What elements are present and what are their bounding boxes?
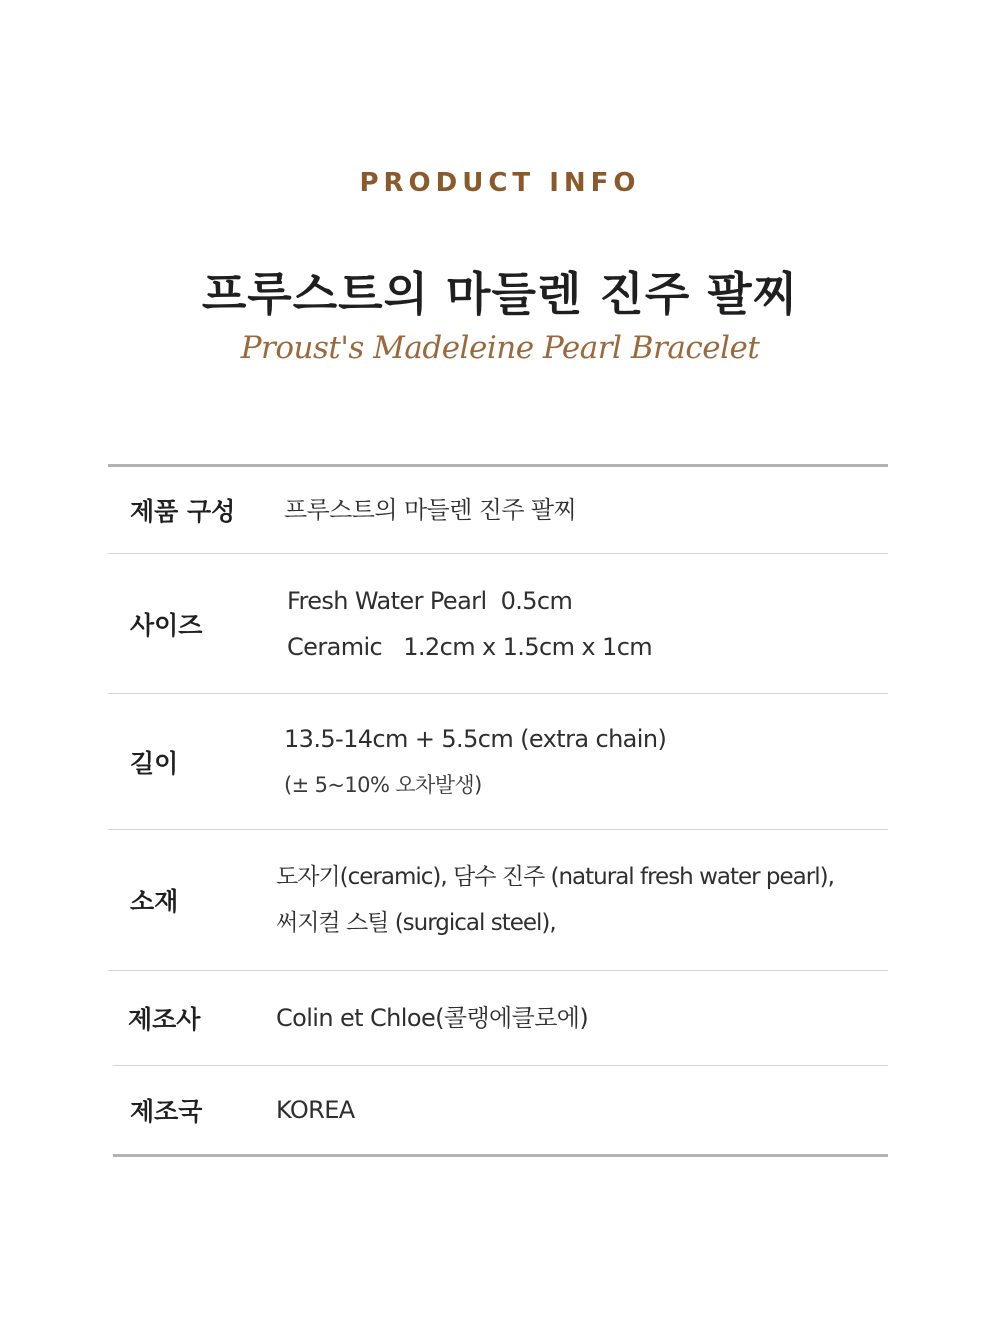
row-country [113,1066,888,1157]
row-manufacturer [113,971,888,1066]
row-value [276,1066,355,1154]
value-line: Colin et Chloe(콜랭에클로에) [276,1004,589,1032]
value-line: KOREA [276,1096,355,1124]
row-label: 사이즈 [130,610,203,640]
row-value [284,694,666,829]
row-value [284,467,576,553]
value-line: 프루스트의 마들렌 진주 팔찌 [284,496,577,524]
eyebrow-heading: PRODUCT INFO [359,168,641,198]
row-value [287,554,652,693]
row-label: 제조사 [128,1005,201,1034]
row-value [276,971,588,1065]
tolerance-note: (± 5~10% 오차발생) [284,772,482,797]
row-length [108,694,888,830]
product-subtitle: Proust's Madeleine Pearl Bracelet [240,330,760,366]
product-title: 프루스트의 마들렌 진주 팔찌 [201,267,799,321]
row-size [108,554,888,694]
row-value [276,830,834,970]
row-composition [108,467,888,554]
value-line: Fresh Water Pearl 0.5cm [287,586,573,615]
row-label: 제조국 [130,1097,203,1126]
value-line: 써지컬 스틸 (surgical steel), [276,910,556,936]
row-label: 길이 [130,748,179,778]
value-line: Ceramic 1.2cm x 1.5cm x 1cm [287,632,653,661]
row-label: 제품 구성 [130,497,236,526]
row-material [108,830,888,971]
product-info-table [108,464,888,1157]
row-label: 소재 [130,887,179,916]
value-line: 도자기(ceramic), 담수 진주 (natural fresh water pearl), [276,864,834,890]
value-line: 13.5-14cm + 5.5cm (extra chain) [284,724,667,753]
